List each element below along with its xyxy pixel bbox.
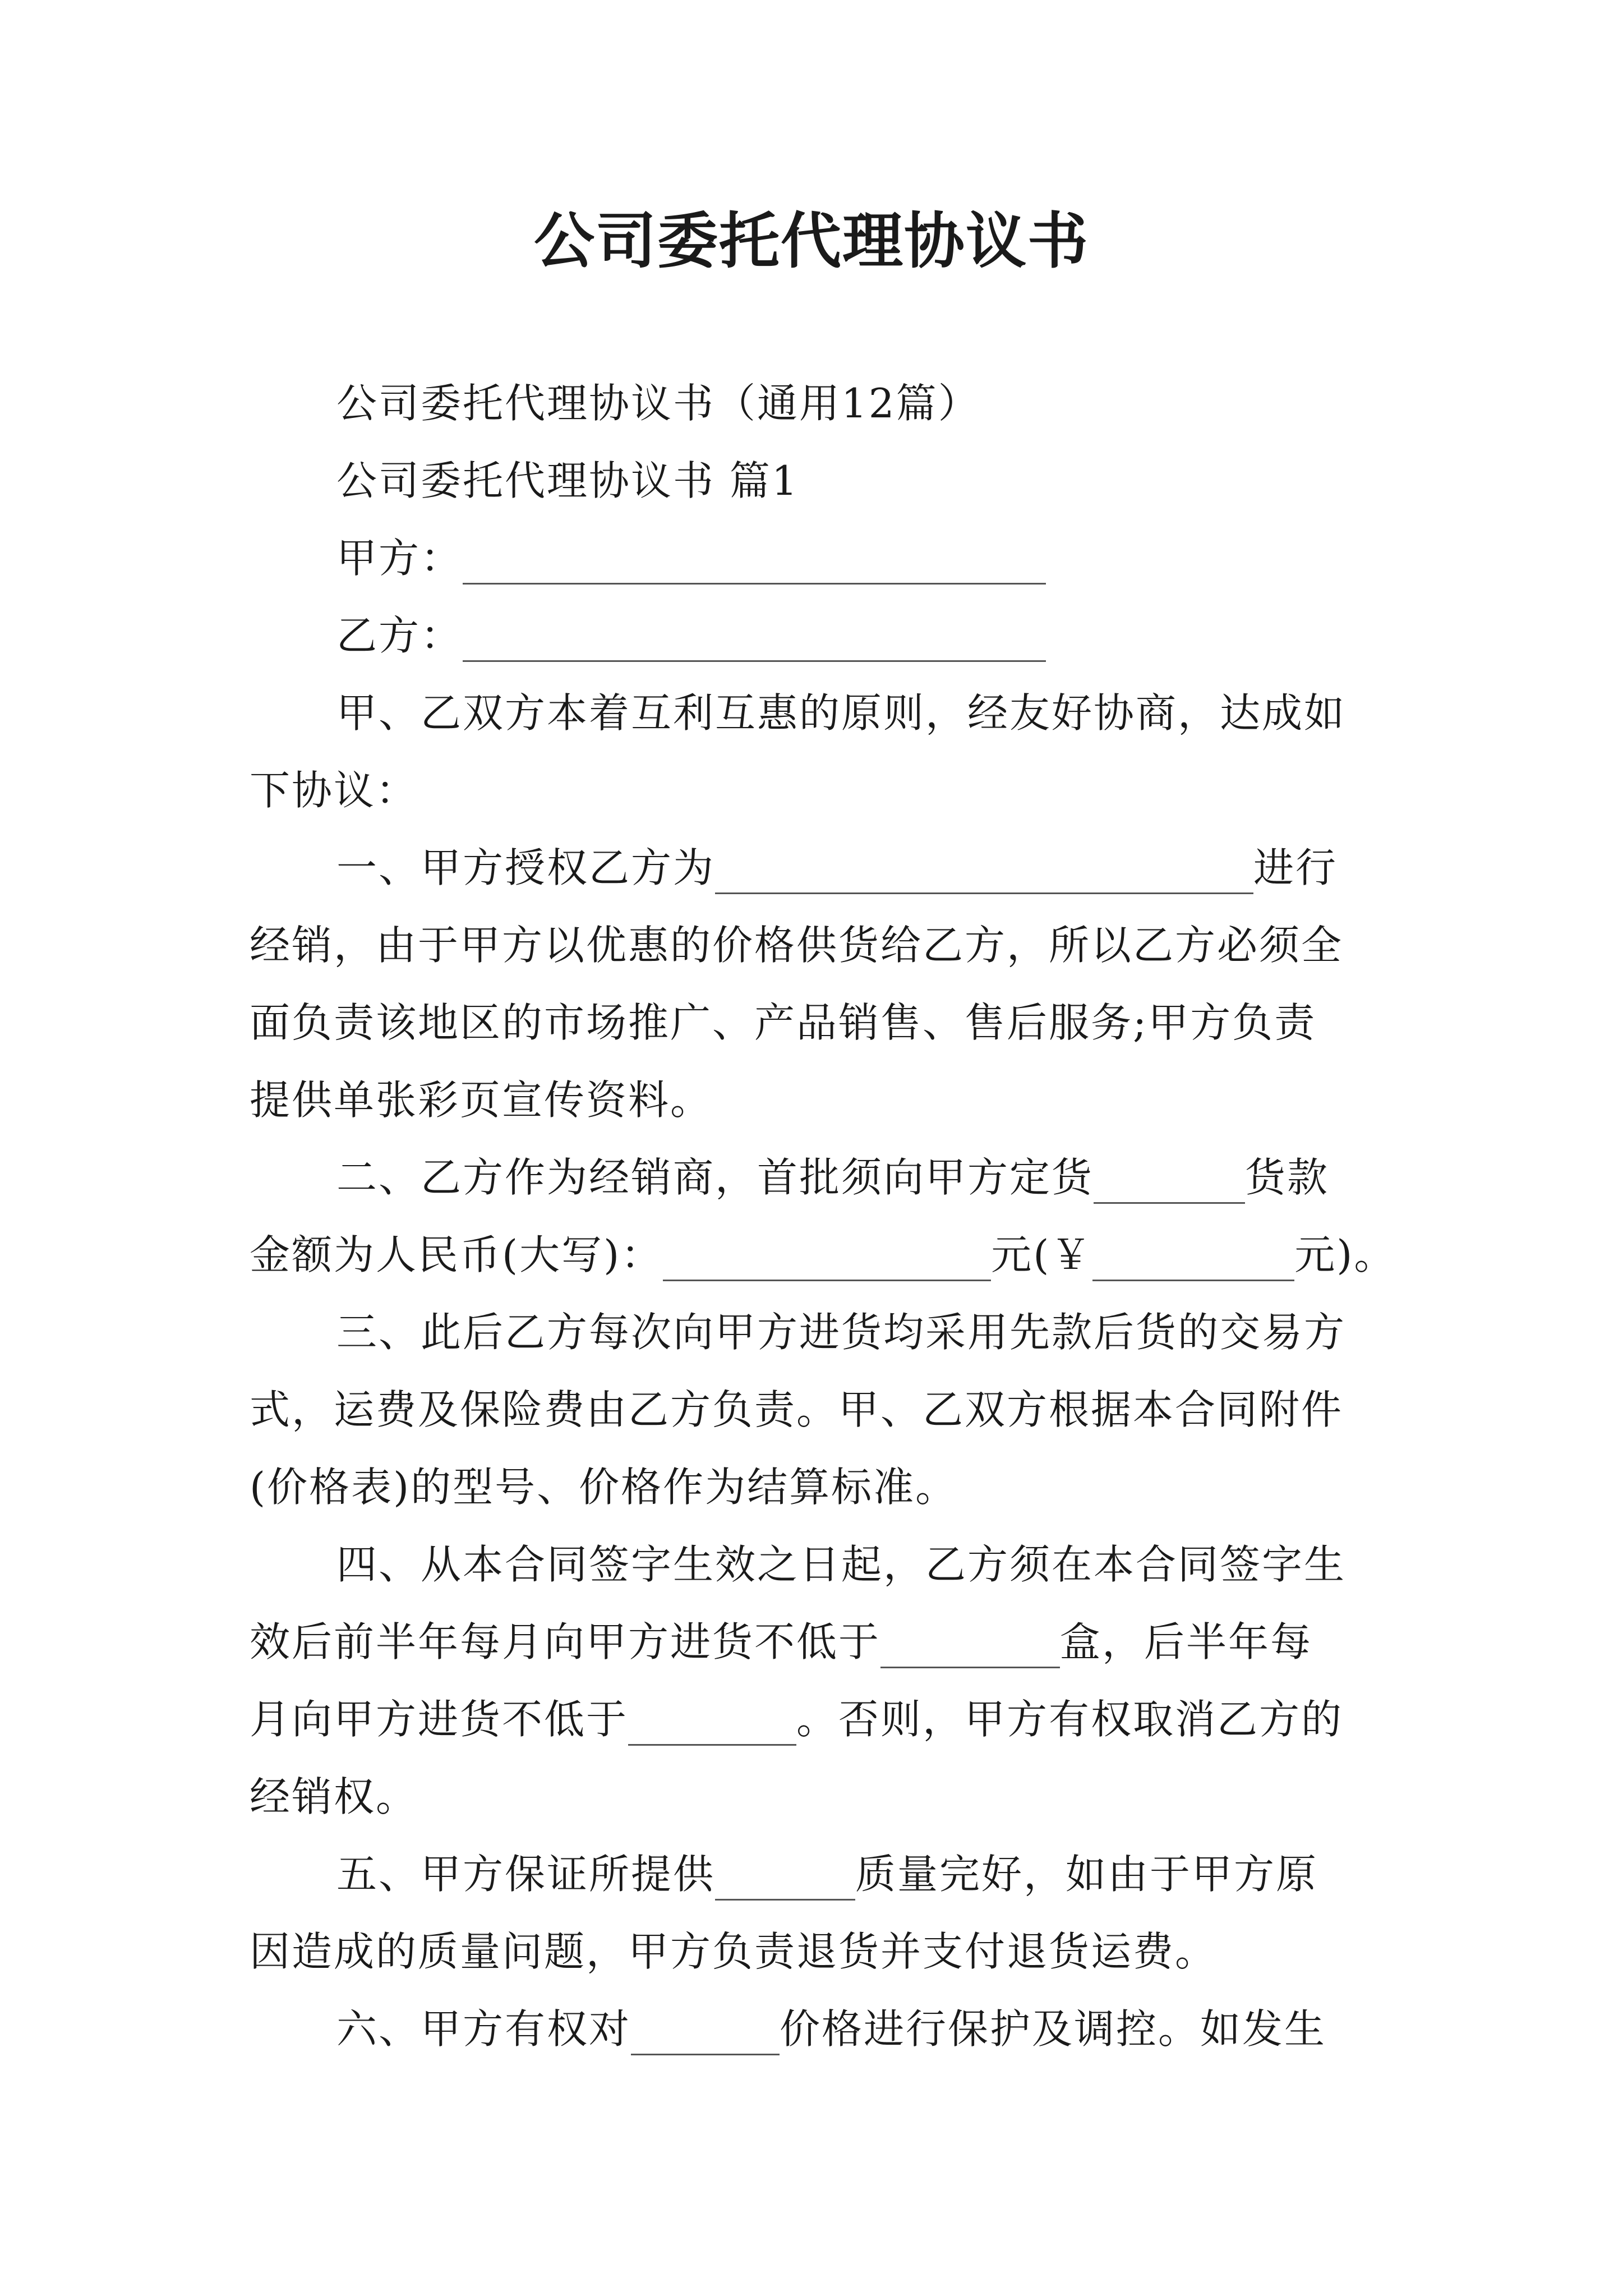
clause1-line-2: 经销，由于甲方以优惠的价格供货给乙方，所以乙方必须全 (250, 922, 1344, 969)
clause2-amount-words-blank (663, 1235, 991, 1281)
clause4-line-2 (250, 1603, 1382, 1681)
clause2-line-1 (250, 1139, 1382, 1216)
clause2-text-d: 元(￥ (991, 1231, 1093, 1278)
clause5-line-2: 因造成的质量问题，甲方负责退货并支付退货运费。 (250, 1928, 1218, 1975)
party-a-line (250, 519, 1382, 597)
clause4-line-3 (250, 1681, 1382, 1758)
intro-line-2: 下协议： (250, 767, 418, 814)
clause4-line-4: 经销权。 (250, 1773, 418, 1820)
clause1-line-1 (250, 829, 1382, 907)
party-a-label: 甲方： (336, 535, 463, 582)
clause1-text-a: 一、甲方授权乙方为 (336, 844, 716, 891)
clause2-line-2 (250, 1216, 1396, 1294)
clause4-first-half-blank (880, 1622, 1060, 1668)
clause3-line-2: 式，运费及保险费由乙方负责。甲、乙双方根据本合同附件 (250, 1386, 1344, 1433)
clause2-text-c: 金额为人民币(大写)： (250, 1231, 663, 1278)
clause6-line-1 (250, 1990, 1382, 2068)
clause5-line-1 (250, 1835, 1382, 1913)
clause1-line-4: 提供单张彩页宣传资料。 (250, 1076, 713, 1124)
clause1-text-b: 进行 (1253, 844, 1338, 891)
clause3-line-1: 三、此后乙方每次向甲方进货均采用先款后货的交易方 (336, 1309, 1347, 1356)
clause1-line-3: 面负责该地区的市场推广、产品销售、售后服务;甲方负责 (250, 999, 1317, 1046)
clause6-product-blank (631, 2009, 780, 2055)
clause4-text-c: 月向甲方进货不低于 (250, 1696, 629, 1743)
clause5-text-a: 五、甲方保证所提供 (336, 1851, 716, 1898)
clause5-product-blank (715, 1854, 855, 1901)
clause2-text-b: 货款 (1245, 1154, 1330, 1201)
clause4-second-half-blank (628, 1699, 796, 1746)
section-heading: 公司委托代理协议书 篇1 (336, 457, 799, 504)
intro-line-1: 甲、乙双方本着互利互惠的原则，经友好协商，达成如 (336, 689, 1347, 737)
clause3-line-3: (价格表)的型号、价格作为结算标准。 (250, 1464, 958, 1511)
clause4-text-a: 效后前半年每月向甲方进货不低于 (250, 1618, 881, 1665)
clause2-amount-number-blank (1092, 1235, 1294, 1281)
clause4-text-d: 。否则，甲方有权取消乙方的 (796, 1696, 1344, 1743)
party-a-blank (463, 538, 1046, 585)
document-title: 公司委托代理协议书 (533, 206, 1089, 277)
document-body (250, 365, 1396, 2068)
party-b-line (250, 597, 1382, 674)
party-b-label: 乙方： (336, 612, 463, 659)
clause6-text-b: 价格进行保护及调控。如发生 (780, 2005, 1327, 2053)
clause4-text-b: 盒，后半年每 (1060, 1618, 1313, 1665)
clause2-text-a: 二、乙方作为经销商，首批须向甲方定货 (336, 1154, 1094, 1201)
clause4-line-1: 四、从本合同签字生效之日起，乙方须在本合同签字生 (336, 1541, 1347, 1588)
clause2-quantity-blank (1094, 1157, 1245, 1204)
document-subtitle: 公司委托代理协议书（通用12篇） (336, 380, 980, 427)
party-b-blank (463, 615, 1046, 662)
clause2-text-e: 元)。 (1294, 1231, 1396, 1278)
clause6-text-a: 六、甲方有权对 (336, 2005, 631, 2053)
clause5-text-b: 质量完好，如由于甲方原 (855, 1851, 1318, 1898)
clause1-blank (715, 848, 1253, 894)
